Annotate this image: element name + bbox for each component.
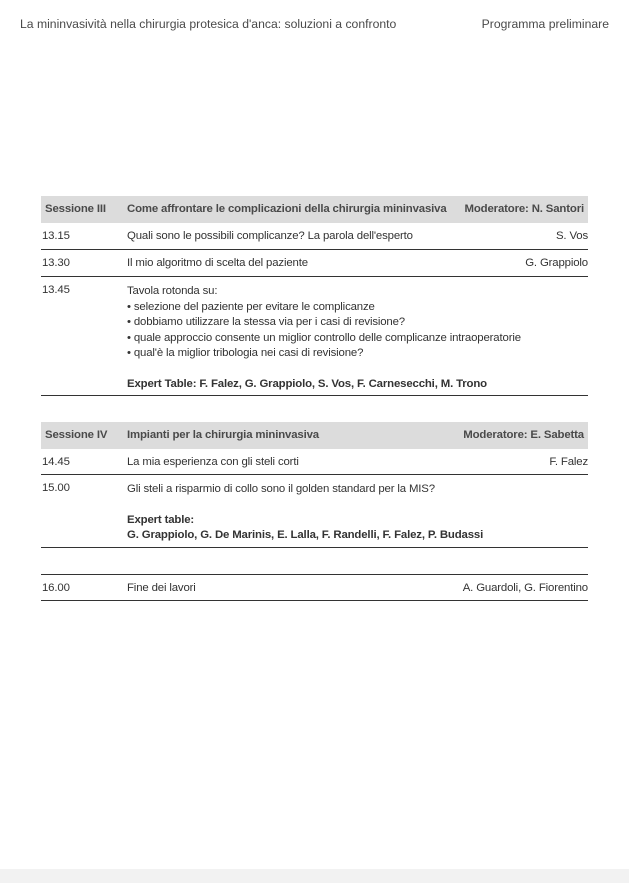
program-row	[41, 449, 588, 475]
session-4-header	[41, 422, 588, 449]
session-label: Sessione III	[45, 203, 106, 215]
expert-table: Expert Table: F. Falez, G. Grappiolo, S. Vos, F. Carnesecchi, M. Trono	[127, 377, 487, 390]
roundtable-intro: Tavola rotonda su:	[127, 285, 218, 297]
program-row	[41, 575, 588, 601]
talk-block	[127, 482, 483, 544]
bullet-item: • dobbiamo utilizzare la stessa via per i casi di revisione?	[127, 316, 405, 328]
closing	[41, 575, 588, 601]
session-3-header	[41, 196, 588, 223]
row-time: 13.15	[42, 230, 70, 242]
session-topic: Impianti per la chirurgia mininvasiva	[127, 429, 319, 441]
program-row	[41, 223, 588, 250]
row-title: La mia esperienza con gli steli corti	[127, 456, 299, 468]
row-time: 16.00	[42, 582, 70, 594]
document-title: La mininvasività nella chirurgia protesica d'anca: soluzioni a confronto	[20, 17, 397, 31]
program-row	[41, 475, 588, 548]
row-speaker: S. Vos	[555, 230, 588, 242]
row-title: Gli steli a risparmio di collo sono il golden standard per la MIS?	[127, 483, 435, 495]
row-speaker: G. Grappiolo	[525, 257, 588, 269]
document-subtitle: Programma preliminare	[481, 17, 609, 31]
bullet-item: • selezione del paziente per evitare le complicanze	[127, 300, 375, 313]
row-title: Quali sono le possibili complicanze? La parola dell'esperto	[127, 230, 413, 242]
expert-table-label: Expert table:	[127, 513, 195, 526]
row-time: 15.00	[42, 482, 70, 494]
expert-table-names: G. Grappiolo, G. De Marinis, E. Lalla, F. Randelli, F. Falez, P. Budassi	[127, 529, 484, 541]
roundtable-row	[41, 277, 588, 396]
roundtable-bullets	[127, 300, 521, 362]
row-time: 13.30	[42, 257, 70, 269]
session-3	[41, 196, 588, 396]
row-title: Fine dei lavori	[127, 582, 196, 594]
row-title: Il mio algoritmo di scelta del paziente	[127, 257, 308, 269]
session-moderator: Moderatore: N. Santori	[464, 203, 584, 215]
roundtable-block	[127, 284, 521, 392]
page-footer-band	[0, 869, 629, 883]
program-row	[41, 250, 588, 277]
session-label: Sessione IV	[45, 429, 108, 441]
row-time: 14.45	[42, 456, 70, 468]
session-4	[41, 422, 588, 548]
row-time: 13.45	[42, 284, 70, 296]
row-speaker: F. Falez	[549, 456, 588, 468]
row-speaker: A. Guardoli, G. Fiorentino	[462, 582, 588, 594]
bullet-item: • quale approccio consente un miglior controllo delle complicanze intraoperatorie	[127, 331, 521, 344]
bullet-item: • qual'è la miglior tribologia nei casi di revisione?	[127, 347, 364, 359]
session-topic: Come affrontare le complicazioni della chirurgia mininvasiva	[127, 203, 447, 215]
session-moderator: Moderatore: E. Sabetta	[463, 429, 584, 441]
